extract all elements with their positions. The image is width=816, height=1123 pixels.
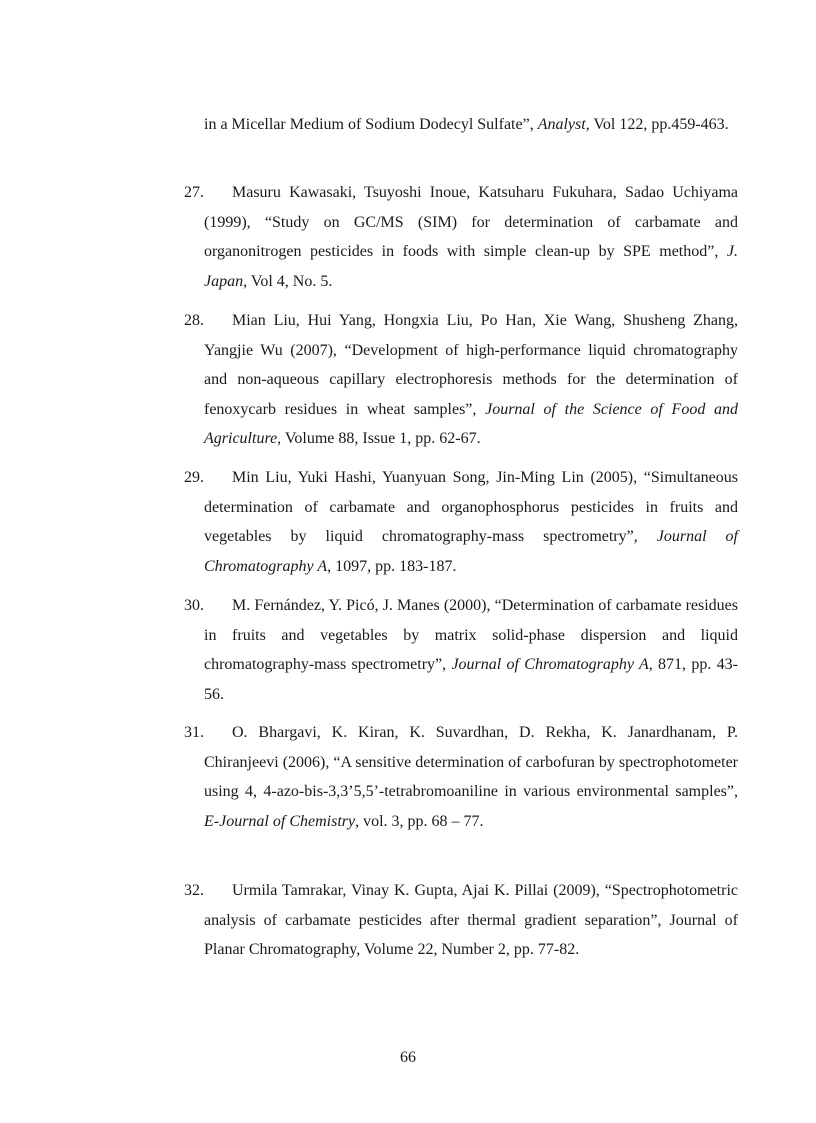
reference-number: 28. bbox=[184, 312, 204, 329]
reference-number: 30. bbox=[184, 597, 204, 614]
reference-32 bbox=[184, 876, 738, 965]
reference-number: 27. bbox=[184, 184, 204, 201]
reference-text: Masuru Kawasaki, Tsuyoshi Inoue, Katsuharu Fukuhara, Sadao Uchiyama (1999), “Study on GC/MS (SIM) for determination of carbamate and organonitrogen pesticides in foods with simple clean-up by SPE method”, J. Japan, Vol 4, No. 5. bbox=[204, 184, 738, 290]
reference-number: 32. bbox=[184, 882, 204, 899]
reference-text: Urmila Tamrakar, Vinay K. Gupta, Ajai K. Pillai (2009), “Spectrophotometric analysis of carbamate pesticides after thermal gradient separation”, Journal of Planar Chromatography, Volume 22, Number 2, pp. 77-82. bbox=[204, 882, 738, 959]
reference-27 bbox=[184, 178, 738, 296]
reference-text: O. Bhargavi, K. Kiran, K. Suvardhan, D. Rekha, K. Janardhanam, P. Chiranjeevi (2006), “A sensitive determination of carbofuran by spectrophotometer using 4, 4-azo-bis-3,3’5,5’-tetrabromoaniline in various environmental samples”, E-Journal of Chemistry, vol. 3, pp. 68 – 77. bbox=[204, 724, 738, 830]
reference-28 bbox=[184, 306, 739, 454]
reference-text: Min Liu, Yuki Hashi, Yuanyuan Song, Jin-Ming Lin (2005), “Simultaneous determination of carbamate and organophosphorus pesticides in fruits and vegetables by liquid chromatography-mass spectrometry”, Journal of Chromatography A, 1097, pp. 183-187. bbox=[204, 469, 739, 575]
reference-29 bbox=[184, 463, 739, 581]
reference-continuation bbox=[204, 110, 738, 140]
reference-31 bbox=[184, 718, 738, 836]
page-number: 66 bbox=[400, 1049, 416, 1066]
reference-text: in a Micellar Medium of Sodium Dodecyl Sulfate”, Analyst, Vol 122, pp.459-463. bbox=[204, 116, 729, 133]
reference-30 bbox=[184, 591, 738, 709]
reference-text: M. Fernández, Y. Picó, J. Manes (2000), “Determination of carbamate residues in fruits and vegetables by matrix solid-phase dispersion and liquid chromatography-mass spectrometry”, Journal of Chromatography A, 871, pp. 43-56. bbox=[204, 597, 738, 703]
reference-text: Mian Liu, Hui Yang, Hongxia Liu, Po Han, Xie Wang, Shusheng Zhang, Yangjie Wu (2007), “Development of high-performance liquid chromatography and non-aqueous capillary electrophoresis methods for the determination of fenoxycarb residues in wheat samples”, Journal of the Science of Food and Agriculture, Volume 88, Issue 1, pp. 62-67. bbox=[204, 312, 739, 448]
reference-number: 31. bbox=[184, 724, 204, 741]
reference-number: 29. bbox=[184, 469, 204, 486]
